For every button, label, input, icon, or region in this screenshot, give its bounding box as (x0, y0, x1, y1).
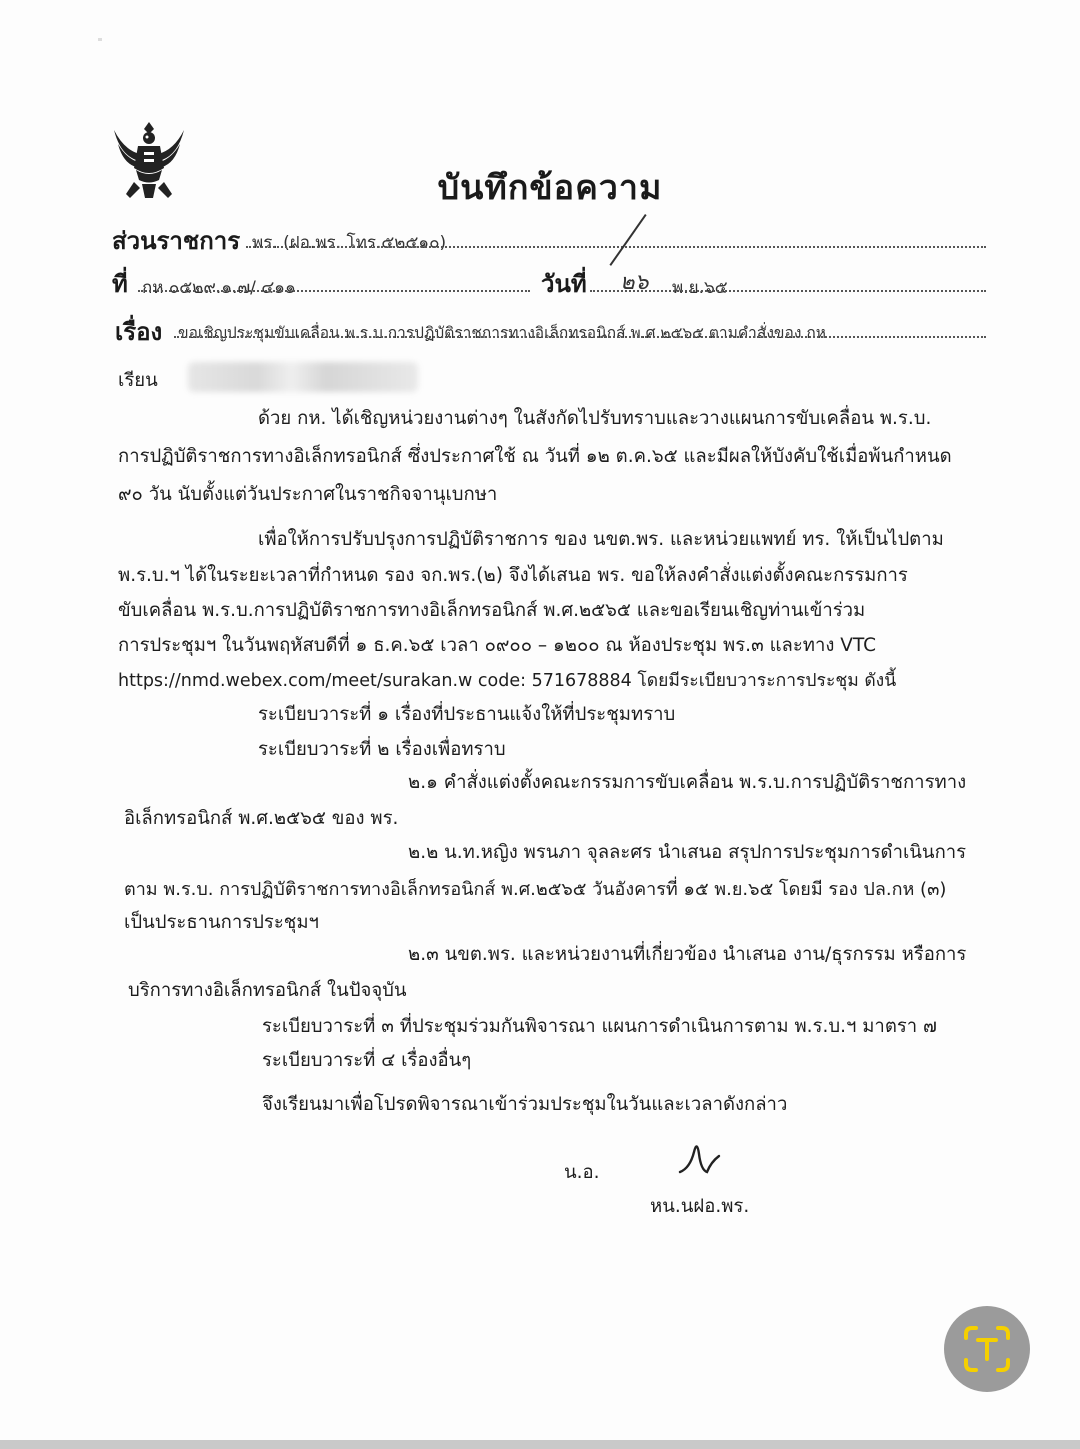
agenda-1: ระเบียบวาระที่ ๑ เรื่องที่ประธานแจ้งให้ที่ประชุมทราบ (258, 704, 676, 725)
p2-line-2: พ.ร.บ.ฯ ได้ในระยะเวลาที่กำหนด รอง จก.พร.(๒) จึงได้เสนอ พร. ขอให้ลงคำสั่งแต่งตั้งคณะกรรมการ (118, 565, 908, 586)
p2-line-3: ขับเคลื่อน พ.ร.บ.การปฏิบัติราชการทางอิเล็กทรอนิกส์ พ.ศ.๒๕๖๕ และขอเรียนเชิญท่านเข้าร่วม (118, 600, 866, 621)
agenda-2-2-line-2: ตาม พ.ร.บ. การปฏิบัติราชการทางอิเล็กทรอนิกส์ พ.ศ.๒๕๖๕ วันอังคารที่ ๑๕ พ.ย.๖๕ โดยมี รอง ปล.กห (๓) (124, 879, 947, 900)
memo-title: บันทึกข้อความ (437, 168, 663, 208)
date-value: พ.ย.๖๕ (672, 278, 728, 298)
agency-label: ส่วนราชการ (112, 227, 241, 255)
scan-speck (98, 38, 102, 41)
date-dotted-line (590, 290, 986, 292)
agenda-4: ระเบียบวาระที่ ๔ เรื่องอื่นๆ (262, 1050, 472, 1071)
to-label: เรียน (118, 370, 158, 391)
p1-line-2: การปฏิบัติราชการทางอิเล็กทรอนิกส์ ซึ่งประกาศใช้ ณ วันที่ ๑๒ ต.ค.๖๕ และมีผลให้บังคับใช้เมื่อพ้นกำหนด (118, 446, 952, 467)
p2-line-4: การประชุมฯ ในวันพฤหัสบดีที่ ๑ ธ.ค.๖๕ เวลา ๐๙๐๐ – ๑๒๐๐ ณ ห้องประชุม พร.๓ และทาง VTC (118, 635, 877, 656)
redacted-recipient (188, 362, 418, 392)
number-label: ที่ (112, 270, 128, 298)
p2-line-5-vtc-link: https://nmd.webex.com/meet/surakan.w code: 571678884 โดยมีระเบียบวาระการประชุม ดังนี้ (118, 671, 897, 691)
agenda-2-3-line-2: บริการทางอิเล็กทรอนิกส์ ในปัจจุบัน (128, 980, 407, 1001)
p2-line-1: เพื่อให้การปรับปรุงการปฏิบัติราชการ ของ นขต.พร. และหน่วยแพทย์ ทร. ให้เป็นไปตาม (258, 529, 944, 550)
date-day-handwritten: ๒๖ (620, 270, 649, 295)
subject-value: ขอเชิญประชุมขับเคลื่อน พ.ร.บ.การปฏิบัติราชการทางอิเล็กทรอนิกส์ พ.ศ.๒๕๖๕ ตามคำสั่งของ กห (178, 324, 826, 342)
agenda-2-3-line-1: ๒.๓ นขต.พร. และหน่วยงานที่เกี่ยวข้อง นำเสนอ งาน/ธุรกรรม หรือการ (408, 944, 967, 965)
agenda-2-2-line-3: เป็นประธานการประชุมฯ (124, 912, 319, 933)
text-recognition-icon (962, 1324, 1012, 1374)
text-recognition-button[interactable] (944, 1306, 1030, 1392)
agenda-2: ระเบียบวาระที่ ๒ เรื่องเพื่อทราบ (258, 739, 506, 760)
date-label: วันที่ (541, 270, 587, 298)
agenda-2-1-line-2: อิเล็กทรอนิกส์ พ.ศ.๒๕๖๕ ของ พร. (124, 808, 399, 829)
signature-position: หน.นฝอ.พร. (650, 1196, 750, 1217)
agenda-3: ระเบียบวาระที่ ๓ ที่ประชุมร่วมกันพิจารณา แผนการดำเนินการตาม พ.ร.บ.ฯ มาตรา ๗ (262, 1016, 937, 1037)
handwritten-signature-icon (676, 1138, 724, 1178)
signature-rank: น.อ. (564, 1162, 600, 1183)
subject-dotted-line (174, 336, 986, 338)
handwritten-slash-mark (609, 214, 646, 266)
closing-statement: จึงเรียนมาเพื่อโปรดพิจารณาเข้าร่วมประชุมในวันและเวลาดังกล่าว (262, 1094, 788, 1115)
agency-dotted-line (246, 246, 986, 248)
agency-value: พร. (ฝอ.พร. โทร.๕๒๕๑๐) (252, 233, 447, 253)
bottom-scroll-bar (0, 1440, 1080, 1449)
subject-label: เรื่อง (115, 318, 163, 346)
agenda-2-1-line-1: ๒.๑ คำสั่งแต่งตั้งคณะกรรมการขับเคลื่อน พ.ร.บ.การปฏิบัติราชการทาง (408, 772, 967, 793)
number-dotted-line (138, 290, 530, 292)
p1-line-3: ๙๐ วัน นับตั้งแต่วันประกาศในราชกิจจานุเบกษา (118, 484, 498, 505)
p1-line-1: ด้วย กห. ได้เชิญหน่วยงานต่างๆ ในสังกัดไปรับทราบและวางแผนการขับเคลื่อน พ.ร.บ. (258, 408, 932, 429)
number-value: กห ๐๕๒๙.๑.๗/ ๔๑๑ (142, 278, 296, 298)
agenda-2-2-line-1: ๒.๒ น.ท.หญิง พรนภา จุลละศร นำเสนอ สรุปการประชุมการดำเนินการ (408, 842, 967, 863)
